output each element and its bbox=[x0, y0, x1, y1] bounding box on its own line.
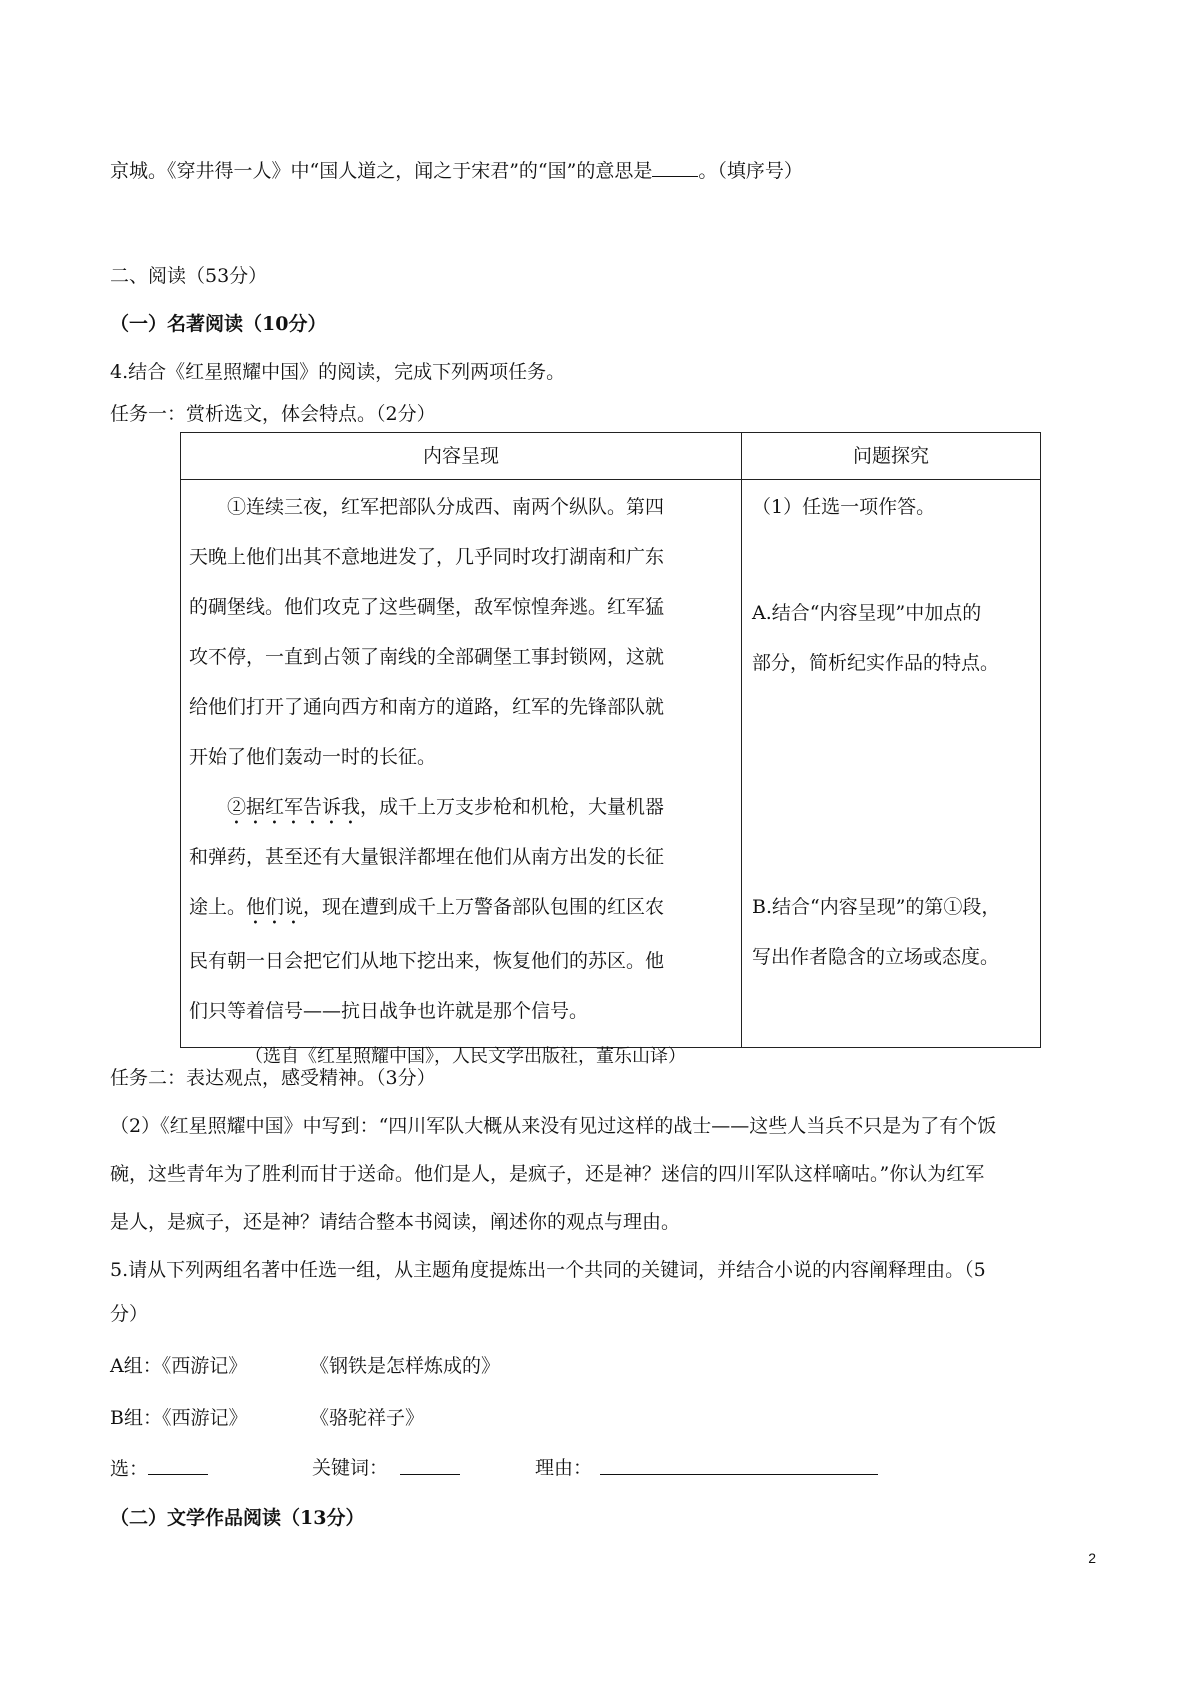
reason-blank[interactable] bbox=[600, 1454, 878, 1475]
section-title: 二、阅读（53分） bbox=[110, 265, 268, 287]
option-b-line: B.结合“内容呈现”的第①段， bbox=[752, 896, 1001, 918]
task-2-line: （2）《红星照耀中国》中写到：“四川军队大概从来没有见过这样的战士——这些人当兵不只是为了有个饭 bbox=[110, 1115, 997, 1137]
dotted-phrase: ②据红军告诉我 bbox=[227, 796, 361, 818]
task-2-title: 任务二：表达观点，感受精神。（3分） bbox=[110, 1067, 436, 1089]
select-label: 选： bbox=[110, 1458, 149, 1480]
answer-row bbox=[110, 1454, 1010, 1483]
reason-label: 理由： bbox=[535, 1457, 593, 1479]
content-line: 给他们打开了通向西方和南方的道路，红军的先锋部队就 bbox=[189, 696, 665, 718]
content-table bbox=[180, 432, 1041, 1067]
carryover-line bbox=[110, 156, 803, 185]
option-b-line: 写出作者隐含的立场或态度。 bbox=[752, 946, 1000, 968]
group-a bbox=[110, 1352, 501, 1380]
answer-blank[interactable] bbox=[652, 156, 698, 177]
content-text: 途上。 bbox=[189, 896, 247, 918]
question-5-line: 分） bbox=[110, 1303, 149, 1325]
content-line: 的碉堡线。他们攻克了这些碉堡，敌军惊惶奔逃。红军猛 bbox=[189, 596, 665, 618]
header-question: 问题探究 bbox=[852, 445, 929, 467]
carryover-suffix: 。（填序号） bbox=[698, 160, 803, 182]
content-text: ，现在遭到成千上万警备部队包围的红区农 bbox=[303, 896, 665, 918]
task-2-line: 是人，是疯子，还是神？请结合整本书阅读，阐述你的观点与理由。 bbox=[110, 1211, 681, 1233]
carryover-text: 京城。《穿井得一人》中“国人道之，闻之于宋君”的“国”的意思是 bbox=[110, 160, 653, 182]
option-a-line: A.结合“内容呈现”中加点的 bbox=[752, 602, 982, 624]
dotted-phrase: 他们说 bbox=[246, 896, 304, 918]
content-line: 攻不停，一直到占领了南线的全部碉堡工事封锁网，这就 bbox=[189, 646, 665, 668]
content-line: 开始了他们轰动一时的长征。 bbox=[189, 746, 437, 768]
content-line: 们只等着信号——抗日战争也许就是那个信号。 bbox=[189, 1000, 589, 1022]
content-line bbox=[189, 893, 664, 929]
question-4-stem: 4.结合《红星照耀中国》的阅读，完成下列两项任务。 bbox=[110, 361, 566, 383]
option-a-line: 部分，简析纪实作品的特点。 bbox=[752, 652, 1000, 674]
content-line: ①连续三夜，红军把部队分成西、南两个纵队。第四 bbox=[227, 496, 665, 518]
task-1-title: 任务一：赏析选文，体会特点。（2分） bbox=[110, 403, 436, 425]
question-cell bbox=[742, 479, 1040, 1049]
content-text: ，成千上万支步枪和机枪，大量机器 bbox=[360, 796, 665, 818]
group-b-book: 《骆驼祥子》 bbox=[310, 1407, 425, 1429]
keyword-blank[interactable] bbox=[400, 1454, 460, 1475]
group-b-label: B组：《西游记》 bbox=[110, 1407, 248, 1429]
group-b bbox=[110, 1404, 425, 1432]
question-intro: （1）任选一项作答。 bbox=[752, 496, 936, 518]
group-a-book: 《钢铁是怎样炼成的》 bbox=[310, 1355, 501, 1377]
subsection-title-1: （一）名著阅读（10分） bbox=[110, 313, 327, 335]
subsection-title-2: （二）文学作品阅读（13分） bbox=[110, 1507, 365, 1529]
header-content: 内容呈现 bbox=[422, 445, 499, 467]
content-line: 民有朝一日会把它们从地下挖出来，恢复他们的苏区。他 bbox=[189, 950, 665, 972]
page-number: 2 bbox=[1088, 1550, 1096, 1566]
question-5-line: 5.请从下列两组名著中任选一组，从主题角度提炼出一个共同的关键词，并结合小说的内容阐释理由。（5 bbox=[110, 1259, 986, 1281]
content-cell bbox=[181, 479, 741, 1067]
content-line: 和弹药，甚至还有大量银洋都埋在他们从南方出发的长征 bbox=[189, 846, 665, 868]
select-blank[interactable] bbox=[148, 1454, 208, 1475]
group-a-label: A组：《西游记》 bbox=[110, 1355, 248, 1377]
source-citation: （选自《红星照耀中国》，人民文学出版社，董乐山译） bbox=[245, 1046, 686, 1067]
content-line: 天晚上他们出其不意地进发了，几乎同时攻打湖南和广东 bbox=[189, 546, 665, 568]
keyword-label: 关键词： bbox=[312, 1457, 389, 1479]
task-2-line: 碗，这些青年为了胜利而甘于送命。他们是人，是疯子，还是神？迷信的四川军队这样嘀咕。”你认为红军 bbox=[110, 1163, 985, 1185]
content-line bbox=[227, 793, 664, 829]
table-header bbox=[181, 433, 1040, 480]
